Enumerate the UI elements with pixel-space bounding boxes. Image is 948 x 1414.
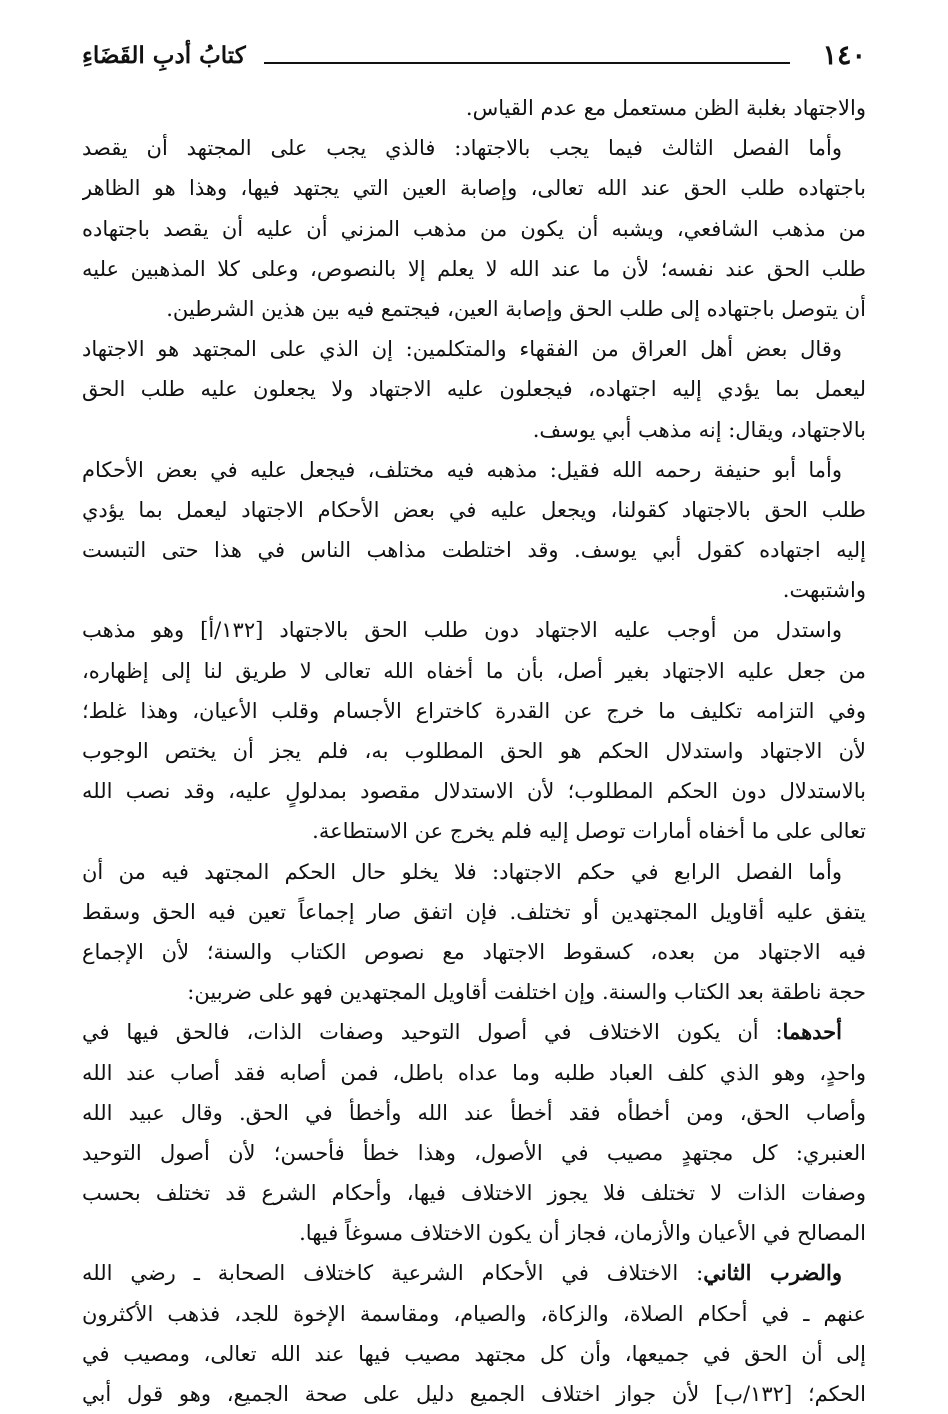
header-rule <box>264 62 790 64</box>
text-line: من جعل عليه الاجتهاد بغير أصل، بأن ما أخفاه الله تعالى لا طريق لنا إلى إظهاره، <box>82 658 866 683</box>
text-line: عنهم ـ في أحكام الصلاة، والزكاة، والصيام، ومقاسمة الإخوة للجد، فذهب الأكثرون <box>82 1301 866 1326</box>
text-line: الحكم؛ [١٣٢/ب] لأن جواز اختلاف الجميع دليل على صحة الجميع، وهو قول أبي <box>82 1382 866 1406</box>
text-line: إلى أن الحق في جميعها، وأن كل مجتهد مصيب فيها عند الله تعالى، ومصيب في <box>82 1341 866 1366</box>
text-line: واشتبهت. <box>782 578 866 603</box>
text-line: المصالح في الأعيان والأزمان، فجاز أن يكون الاختلاف مسوغاً فيها. <box>299 1221 866 1246</box>
text-line: حجة ناطقة بعد الكتاب والسنة. وإن اختلفت أقاويل المجتهدين فهو على ضربين: <box>187 980 866 1005</box>
text-line: واحدٍ، وهو الذي كلف العباد طلبه وما عداه باطل، فمن أصابه فقد أصاب عند الله <box>82 1060 866 1085</box>
text-line: وأما الفصل الرابع في حكم الاجتهاد: فلا يخلو حال الحكم المجتهد فيه من أن <box>82 859 842 884</box>
text-line-second-type: والضرب الثاني: الاختلاف في الأحكام الشرعية كاختلاف الصحابة ـ رضي الله <box>82 1260 842 1286</box>
text-line: وأما الفصل الثالث فيما يجب بالاجتهاد: فالذي يجب على المجتهد أن يقصد <box>82 136 842 161</box>
text-line: أن يتوصل باجتهاده إلى طلب الحق وإصابة العين، فيجتمع فيه بين هذين الشرطين. <box>166 296 866 321</box>
text-line-first-type: أحدهما: أن يكون الاختلاف في أصول التوحيد وصفات الذات، فالحق فيها في <box>82 1019 842 1045</box>
text-line: فيه الاجتهاد من بعده، كسقوط الاجتهاد مع نصوص الكتاب والسنة؛ لأن الإجماع <box>82 939 866 964</box>
text-line: إليه اجتهاده كقول أبي يوسف. وقد اختلطت مذاهب الناس في هذا حتى التبست <box>82 538 866 563</box>
text-line: العنبري: كل مجتهدٍ مصيب في الأصول، وهذا خطأ فأحسن؛ لأن أصول التوحيد <box>82 1140 866 1165</box>
text-line: وقال بعض أهل العراق من الفقهاء والمتكلمين: إن الذي على المجتهد هو الاجتهاد <box>82 337 842 362</box>
page-header <box>82 38 866 82</box>
text-line: وصفات الذات لا تختلف فلا يجوز الاختلاف فيها، وأحكام الشرع قد تختلف بحسب <box>82 1181 866 1206</box>
text-line: لأن الاجتهاد واستدلال الحكم هو الحق المطلوب به، فلم يجز أن يختص الوجوب <box>82 739 866 763</box>
text-line: يتفق عليه أقاويل المجتهدين أو تختلف. فإن اتفق صار إجماعاً تعين فيه الحق وسقط <box>82 899 866 924</box>
text-line: ليعمل بما يؤدي إليه اجتهاده، فيجعلون عليه الاجتهاد ولا يجعلون عليه طلب الحق <box>82 377 866 402</box>
text-line: باجتهاده طلب الحق عند الله تعالى، وإصابة العين التي يجتهد فيها، وهذا هو الظاهر <box>82 176 866 201</box>
lead-word: أحدهما <box>782 1019 842 1045</box>
text-line: وأصاب الحق، ومن أخطأه فقد أخطأ عند الله وأخطأ في الحق. وقال عبيد الله <box>82 1100 866 1125</box>
text-line: والاجتهاد بغلبة الظن مستعمل مع عدم القياس. <box>465 96 866 120</box>
text-line: بالاجتهاد، ويقال: إنه مذهب أبي يوسف. <box>532 417 866 442</box>
book-title: كتابُ أدبِ القَضَاءِ <box>82 42 246 69</box>
text-line: من مذهب الشافعي، ويشبه أن يكون من مذهب المزني أن عليه أن يقصد باجتهاده <box>82 216 866 241</box>
text-line: وأما أبو حنيفة رحمه الله فقيل: مذهبه فيه مختلف، فيجعل عليه في بعض الأحكام <box>82 457 842 482</box>
text-line: طلب الحق عند نفسه؛ لأن ما عند الله لا يعلم إلا بالنصوص، وعلى كلا المذهبين عليه <box>82 256 866 281</box>
text-line: بالاستدلال دون الحكم المطلوب؛ لأن الاستدلال مقصود بمدلولٍ عليه، وقد نصب الله <box>82 779 866 804</box>
text-line: طلب الحق بالاجتهاد كقولنا، ويجعل عليه في بعض الأحكام الاجتهاد ليعمل بما يؤدي <box>82 497 866 522</box>
page-number: ١٤٠ <box>822 40 866 71</box>
text-line: وفي التزامه تكليف ما خرج عن القدرة كاختراع الأجسام وقلب الأعيان، وهذا غلط؛ <box>82 698 866 723</box>
text-line: تعالى على ما أخفاه أمارات توصل إليه فلم يخرج عن الاستطاعة. <box>312 819 866 844</box>
text-line: واستدل من أوجب عليه الاجتهاد دون طلب الحق بالاجتهاد [١٣٢/أ] وهو مذهب <box>82 618 842 643</box>
body-text <box>82 88 866 1414</box>
lead-word: والضرب الثاني <box>703 1260 842 1286</box>
